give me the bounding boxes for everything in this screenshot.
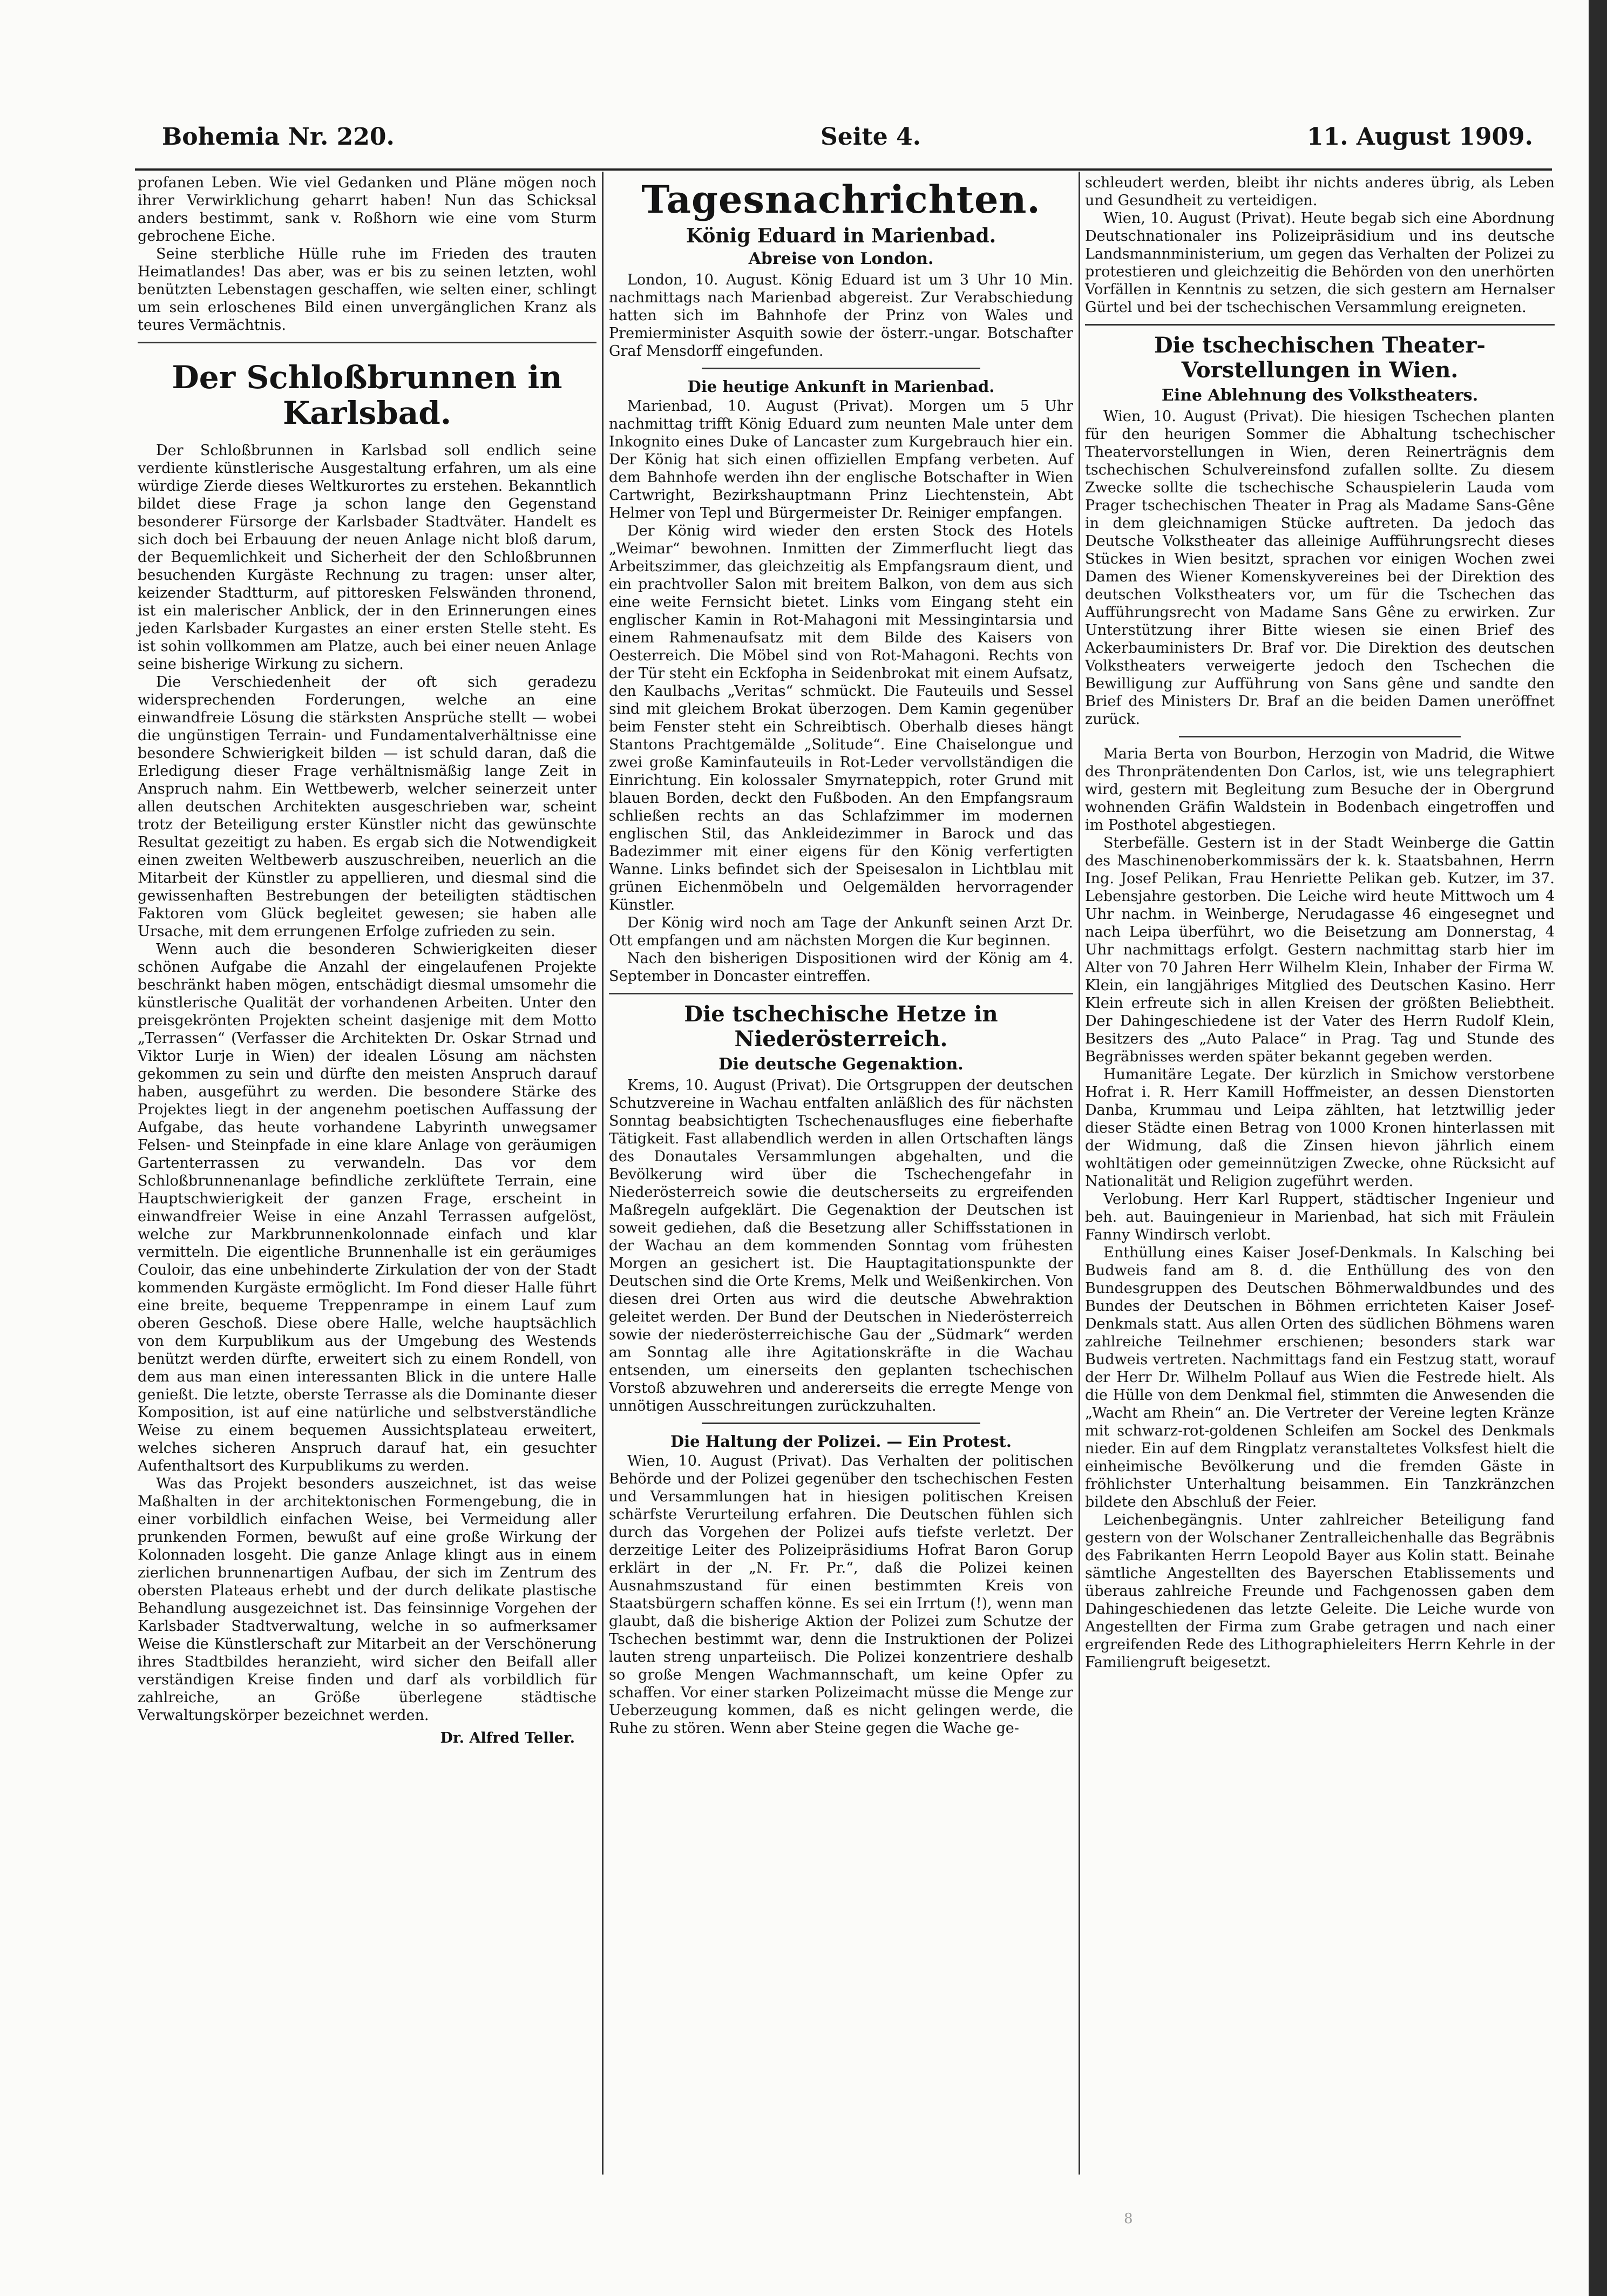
news-paragraph: London, 10. August. König Eduard ist um 3 Uhr 10 Min. nachmittags nach Marienbad abgereist. Zur Verabschiedung hatten sich im Bahnhofe der Prinz von Wales und Premierminister Asquith sowie der österr.-ungar. Botschafter Graf Mensdorff eingefunden. xyxy=(609,272,1073,360)
news-continuation: schleudert werden, bleibt ihr nichts anderes übrig, als Leben und Gesundheit zu verteidigen. xyxy=(1085,174,1555,209)
news-subheading: Die deutsche Gegenaktion. xyxy=(718,1055,964,1074)
news-subheading: Abreise von London. xyxy=(748,249,934,268)
news-paragraph: Wien, 10. August (Privat). Das Verhalten der politischen Behörde und der Polizei gegenüber den tschechischen Festen und Versammlungen hat in hiesigen politischen Kreisen schärfste Verurteilung erfahren. Die Deutschen fühlen sich durch das Vorgehen der Polizei aufs tiefste verletzt. Der derzeitige Leiter des Polizeipräsidiums Hofrat Baron Gorup erklärt in der „N. Fr. Pr.“, daß die Polizei keinen Ausnahmszustand für einen bestimmten Kreis von Staatsbürgern schaffen könne. Es sei ein Irrtum (!), wenn man glaubt, daß die bisherige Aktion der Polizei zum Schutze der Tschechen bestimmt war, denn die Instruktionen der Polizei lauten streng unparteiisch. Die Polizei konzentriere deshalb so große Mengen Wachmannschaft, um keine Opfer zu schaffen. Vor einer starken Polizeimacht müsse die Menge zur Ueberzeugung kommen, daß es nicht gelingen werde, die Ruhe zu stören. Wenn aber Steine gegen die Wache ge- xyxy=(609,1453,1073,1737)
news-item: Verlobung. Herr Karl Ruppert, städtischer Ingenieur und beh. aut. Bauingenieur in Marienbad, hat sich mit Fräulein Fanny Windirsch verlobt. xyxy=(1085,1191,1555,1243)
news-item: Leichenbegängnis. Unter zahlreicher Beteiligung fand gestern von der Wolschaner Zentralleichenhalle das Begräbnis des Fabrikanten Herrn Leopold Bayer aus Kolin statt. Beinahe sämtliche Angestellten des Bayerschen Etablissements und überaus zahlreiche Freunde und Fachgenossen gaben dem Dahingeschiedenen das letzte Geleite. Die Leiche wurde von Angestellten der Firma zum Grabe getragen und nach einer ergreifenden Rede des Lithographieleiters Herrn Kehrle in der Familiengruft beigesetzt. xyxy=(1085,1512,1555,1671)
header-date: 11. August 1909. xyxy=(1307,123,1533,151)
news-item: Maria Berta von Bourbon, Herzogin von Madrid, die Witwe des Thronprätendenten Don Carlos, ist, wie uns telegraphiert wird, gestern mit Begleitung zum Besuche der in Obergrund wohnenden Gräfin Waldstein in Bodenbach eingetroffen und im Posthotel abgestiegen. xyxy=(1085,746,1555,834)
header-page-number: Seite 4. xyxy=(821,123,921,151)
section-rule xyxy=(609,993,1073,994)
news-item: Humanitäre Legate. Der kürzlich in Smichow verstorbene Hofrat i. R. Herr Kamill Hoffmeister, an dessen Dienstorten Danba, Krummau und Leipa zählten, hat letztwillig jeder dieser Städte einen Betrag von 1000 Kronen hinterlassen mit der Widmung, daß die Zinsen hievon jährlich einem wohltätigen oder gemeinnützigen Zwecke, ohne Rücksicht auf Nationalität und Religion zugeführt werden. xyxy=(1085,1066,1555,1190)
news-subheading: Die heutige Ankunft in Marienbad. xyxy=(687,377,995,396)
news-subheading: Eine Ablehnung des Volkstheaters. xyxy=(1161,386,1479,405)
column-left xyxy=(138,174,596,1746)
article-paragraph: Wenn auch die besonderen Schwierigkeiten dieser schönen Aufgabe die Anzahl der eingelaufenen Projekte beschränkt haben mögen, entschädigt diesmal umsomehr die künstlerische Qualität der vorhandenen Arbeiten. Unter den preisgekrönten Projekten scheint dasjenige mit dem Motto „Terrassen“ (Verfasser die Architekten Dr. Oskar Strnad und Viktor Lurje in Wien) der idealen Lösung am nächsten gekommen zu sein und dürfte den meisten Anspruch darauf haben, ausgeführt zu werden. Die besondere Stärke des Projektes liegt in der angenehm poetischen Auffassung der Aufgabe, das heute vorhandene Labyrinth unwegsamer Felsen- und Steinpfade in eine klare Anlage von geräumigen Gartenterrassen zu verwandeln. Das vor dem Schloßbrunnenanlage befindliche zerklüftete Terrain, eine Hauptschwierigkeit der ganzen Frage, erscheint in einwandfreier Weise in eine Anzahl Terrassen aufgelöst, welche zur Markbrunnenkolonnade einfach und klar vermitteln. Die eigentliche Brunnenhalle ist ein geräumiges Couloir, das eine unbehinderte Zirkulation der von der Stadt kommenden Kurgäste ermöglicht. Im Fond dieser Halle führt eine breite, bequeme Treppenrampe in einem Lauf zum oberen Geschoß. Diese obere Halle, welche hauptsächlich von dem Kurpublikum aus der Umgebung des Westends benützt werden dürfte, erweitert sich zu einem Rondell, von dem aus man einen interessanten Blick in die untere Halle genießt. Die letzte, oberste Terrasse als die Dominante dieser Komposition, ist auf eine natürliche und selbstverständliche Weise zu einem bequemen Aussichtsplateau erweitert, welches sicheren Anspruch darauf hat, ein gesuchter Aufenthaltsort des Kurpublikums zu werden. xyxy=(138,941,596,1474)
news-heading: Die tschechischen Theater-Vorstellungen in Wien. xyxy=(1154,333,1486,383)
section-rule xyxy=(702,368,980,369)
column-middle xyxy=(609,174,1073,1737)
news-paragraph: Der König wird noch am Tage der Ankunft seinen Arzt Dr. Ott empfangen und am nächsten Morgen die Kur beginnen. xyxy=(609,915,1073,949)
news-item: Enthüllung eines Kaiser Josef-Denkmals. In Kalsching bei Budweis fand am 8. d. die Enthüllung des von den Bundesgruppen des Deutschen Böhmerwaldbundes und des Bundes der Deutschen in Böhmen errichteten Kaiser Josef-Denkmals statt. Aus allen Orten des südlichen Böhmens waren zahlreiche Teilnehmer erschienen; besonders stark war Budweis vertreten. Nachmittags fand ein Festzug statt, worauf der Herr Dr. Wilhelm Pollauf aus Wien die Festrede hielt. Als die Hülle von dem Denkmal fiel, stimmten die Anwesenden die „Wacht am Rhein“ an. Die Vertreter der Vereine legten Kränze mit schwarz-rot-goldenen Schleifen am Sockel des Denkmals nieder. Ein auf dem Ringplatz veranstaltetes Volksfest hielt die einheimische Bevölkerung und die fremden Gäste in fröhlichster Unterhaltung beisammen. Ein Tanzkränzchen bildete den Abschluß der Feier. xyxy=(1085,1244,1555,1511)
news-paragraph: Marienbad, 10. August (Privat). Morgen um 5 Uhr nachmittag trifft König Eduard zum neunten Male unter dem Inkognito eines Duke of Lancaster zum Kurgebrauch hier ein. Der König hat sich einen offiziellen Empfang verbeten. Auf dem Bahnhofe werden ihn der englische Botschafter in Wien Cartwright, Bezirkshauptmann Prinz Liechtenstein, Abt Helmer von Tepl und Bürgermeister Dr. Reiniger empfangen. xyxy=(609,398,1073,521)
column-right xyxy=(1085,174,1555,1671)
news-item: Sterbefälle. Gestern ist in der Stadt Weinberge die Gattin des Maschinenoberkommissärs der k. k. Staatsbahnen, Herrn Ing. Josef Pelikan, Frau Henriette Pelikan geb. Kutzer, im 37. Lebensjahre gestorben. Die Leiche wird heute Mittwoch um 4 Uhr nachm. in Weinberge, Nerudagasse 46 eingesegnet und nach Leipa überführt, wo die Beisetzung am Donnerstag, 4 Uhr nachmittags erfolgt. Gestern nachmittag starb hier im Alter von 70 Jahren Herr Wilhelm Klein, Inhaber der Firma W. Klein, ein langjähriges Mitglied des Deutschen Kasino. Herr Klein erfreute sich in allen Kreisen der größten Beliebtheit. Der Dahingeschiedene ist der Vater des Herrn Rudolf Klein, Besitzers des „Auto Palace“ in Prag. Tag und Stunde des Begräbnisses werden später bekannt gegeben werden. xyxy=(1085,835,1555,1065)
news-heading: König Eduard in Marienbad. xyxy=(686,225,996,247)
section-rule xyxy=(138,342,596,343)
news-paragraph: Nach den bisherigen Dispositionen wird der König am 4. September in Doncaster eintreffen. xyxy=(609,950,1073,985)
page-mark: 8 xyxy=(1124,2211,1133,2227)
article-paragraph: Der Schloßbrunnen in Karlsbad soll endlich seine verdiente künstlerische Ausgestaltung erfahren, um als eine würdige Zierde dieses Weltkurortes zu erstehen. Bekanntlich bildet diese Frage ja schon lange den Gegenstand besonderer Fürsorge der Karlsbader Stadtväter. Handelt es sich doch bei Erbauung der neuen Anlage nicht bloß darum, der Bequemlichkeit und Sicherheit der den Schloßbrunnen besuchenden Kurgäste Rechnung zu tragen: unser alter, keizender Stadtturm, auf pittoresken Felswänden thronend, ist ein malerischer Anblick, der in den Erinnerungen eines jeden Karlsbader Kurgastes an einer ersten Stelle steht. Es ist sohin vollkommen am Platze, auch bei einer neuen Anlage seine bisherige Wirkung zu sichern. xyxy=(138,442,596,673)
page-header xyxy=(162,123,1533,161)
section-rule xyxy=(1085,324,1555,326)
article-paragraph: Die Verschiedenheit der oft sich geradezu widersprechenden Forderungen, welche an eine einwandfreie Lösung die stärksten Ansprüche stellt — wobei die ungünstigen Terrain- und Fundamentalverhältnisse eine besondere Schwierigkeit bilden — ist schuld daran, daß die Erledigung dieser Frage verhältnismäßig lange Zeit in Anspruch nahm. Ein Wettbewerb, welcher seinerzeit unter allen deutschen Architekten ausgeschrieben war, scheint trotz der Beteiligung erster Künstler nicht das gewünschte Resultat gezeitigt zu haben. Es ergab sich die Notwendigkeit einen zweiten Weltbewerb auszuschreiben, neuerlich an die Mitarbeit der Künstler zu appellieren, und diesmal sind die gewissenhaften Bestrebungen der beteiligten städtischen Faktoren vom Glück begleitet gewesen; sie haben alle Ursache, mit dem errungenen Erfolge zufrieden zu sein. xyxy=(138,674,596,940)
section-rule xyxy=(702,1423,980,1424)
news-paragraph: Wien, 10. August (Privat). Heute begab sich eine Abordnung Deutschnationaler ins Polizeipräsidium und ins deutsche Landsmannministerium, um gegen das Verhalten der Polizei zu protestieren und gleichzeitig die Behörden von den unerhörten Vorfällen in Kenntnis zu setzen, die sich gestern am Hernalser Gürtel und bei der tschechischen Versammlung ereigneten. xyxy=(1085,210,1555,316)
section-title: Tagesnachrichten. xyxy=(641,177,1041,222)
article-paragraph: Was das Projekt besonders auszeichnet, ist das weise Maßhalten in der architektonischen Formengebung, die in einer vorbildlich einfachen Weise, bei Vermeidung aller prunkenden Formen, bewußt auf eine große Wirkung der Kolonnaden losgeht. Die ganze Anlage klingt aus in einem zierlichen brunnenartigen Aufbau, der sich im Zentrum des obersten Plateaus erhebt und der durch delikate plastische Behandlung ausgezeichnet ist. Das feinsinnige Vorgehen der Karlsbader Stadtverwaltung, welche in so aufmerksamer Weise die Künstlerschaft zur Mitarbeit an der Verschönerung ihres Stadtbildes heranzieht, wird sicher den Beifall aller verständigen Kreise finden und darf als vorbildlich für zahlreiche, an Größe überlegene städtische Verwaltungskörper bezeichnet werden. xyxy=(138,1475,596,1724)
column-divider xyxy=(602,172,604,2175)
section-rule xyxy=(1179,736,1461,737)
news-heading: Die tschechische Hetze in Niederösterreich. xyxy=(684,1001,998,1052)
article-continuation: profanen Leben. Wie viel Gedanken und Pläne mögen noch ihrer Verwirklichung geharrt haben! Nun das Schicksal anders bestimmt, sank v. Roßhorn wie eine vom Sturm gebrochene Eiche. xyxy=(138,174,596,245)
header-rule xyxy=(135,168,1552,171)
header-publication: Bohemia Nr. 220. xyxy=(162,123,395,151)
news-heading: Die Haltung der Polizei. — Ein Protest. xyxy=(670,1432,1012,1451)
article-paragraph: Seine sterbliche Hülle ruhe im Frieden des trauten Heimatlandes! Das aber, was er bis zu seinen letzten, wohl benützten Lebenstagen geschaffen, wie selten einer, schlingt um sein erloschenes Bild einen unvergänglichen Kranz als teures Vermächtnis. xyxy=(138,246,596,334)
news-paragraph: Wien, 10. August (Privat). Die hiesigen Tschechen planten für den heurigen Sommer die Abhaltung tschechischer Theatervorstellungen in Wien, deren Reinerträgnis dem tschechischen Schulvereinsfond zufallen sollte. Zu diesem Zwecke sollte die tschechische Schauspielerin Lauda vom Prager tschechischen Theater in Prag als Madame Sans-Gêne in dem gleichnamigen Stücke auftreten. Da jedoch das Deutsche Volkstheater das alleinige Aufführungsrecht dieses Stückes in Wien besitzt, sprachen vor einigen Wochen zwei Damen des Wiener Komenskyvereines bei der Direktion des deutschen Volkstheaters vor, um für die Tschechen das Aufführungsrecht von Madame Sans Gêne zu erwirken. Zur Unterstützung ihrer Bitte wiesen sie einen Brief des Ackerbauministers Dr. Braf vor. Die Direktion des deutschen Volkstheaters verweigerte jedoch den Tschechen die Bewilligung zur Aufführung von Sans gêne und sandte den Brief des Ministers Dr. Braf an die beiden Damen uneröffnet zurück. xyxy=(1085,408,1555,728)
news-paragraph: Der König wird wieder den ersten Stock des Hotels „Weimar“ bewohnen. Inmitten der Zimmerflucht liegt das Arbeitszimmer, das gleichzeitig als Empfangsraum dient, und ein prachtvoller Salon mit breitem Balkon, von dem aus sich eine weite Fernsicht bietet. Links vom Eingang steht ein englischer Kamin in Rot-Mahagoni mit Messingintarsia und einem Rahmenaufsatz mit dem Bilde des Kaisers von Oesterreich. Die Möbel sind von Rot-Mahagoni. Rechts von der Tür steht ein Eckfopha in Seidenbrokat mit einem Aufsatz, den Kaulbachs „Veritas“ schmückt. Die Fauteuils und Sessel sind mit gleichem Brokat überzogen. Dem Kamin gegenüber beim Fenster steht ein Schreibtisch. Oberhalb dieses hängt Stantons Prachtgemälde „Solitude“. Eine Chaiselongue und zwei große Kaminfauteuils in Rot-Leder vervollständigen die Einrichtung. Ein kolossaler Smyrnateppich, roter Grund mit blauen Borden, deckt den Fußboden. An den Empfangsraum schließen rechts an das Schlafzimmer im modernen englischen Stil, das Ankleidezimmer in Barock und das Badezimmer mit einer eigens für den König verfertigten Wanne. Links befindet sich der Speisesalon in Lichtblau mit grünen Eichenmöbeln und Oelgemälden hervorragender Künstler. xyxy=(609,523,1073,913)
column-divider xyxy=(1079,172,1080,2175)
scan-edge xyxy=(1589,0,1607,2296)
news-paragraph: Krems, 10. August (Privat). Die Ortsgruppen der deutschen Schutzvereine in Wachau entfalten anläßlich des für nächsten Sonntag beabsichtigten Tschechenausfluges eine fieberhafte Tätigkeit. Fast allabendlich werden in allen Ortschaften längs des Donautales Versammlungen abgehalten, und die Bevölkerung wird über die Tschechengefahr in Niederösterreich sowie die deutscherseits zu ergreifenden Maßregeln aufgeklärt. Die Gegenaktion der Deutschen ist soweit gediehen, daß die Besetzung aller Schiffsstationen in der Wachau an dem kommenden Sonntag vom frühesten Morgen an gesichert ist. Die Hauptagitationspunkte der Deutschen sind die Orte Krems, Melk und Weißenkirchen. Von diesen drei Orten aus wird die deutsche Abwehraktion geleitet werden. Der Bund der Deutschen in Niederösterreich sowie der niederösterreichische Gau der „Südmark“ werden am Sonntag alle ihre Agitationskräfte in die Wachau entsenden, um einerseits den geplanten tschechischen Vorstoß abzuwehren und andererseits die erregte Menge von unnötigen Ausschreitungen zurückzuhalten. xyxy=(609,1077,1073,1414)
author-signature: Dr. Alfred Teller. xyxy=(440,1730,575,1746)
article-title: Der Schloßbrunnen in Karlsbad. xyxy=(172,359,562,431)
